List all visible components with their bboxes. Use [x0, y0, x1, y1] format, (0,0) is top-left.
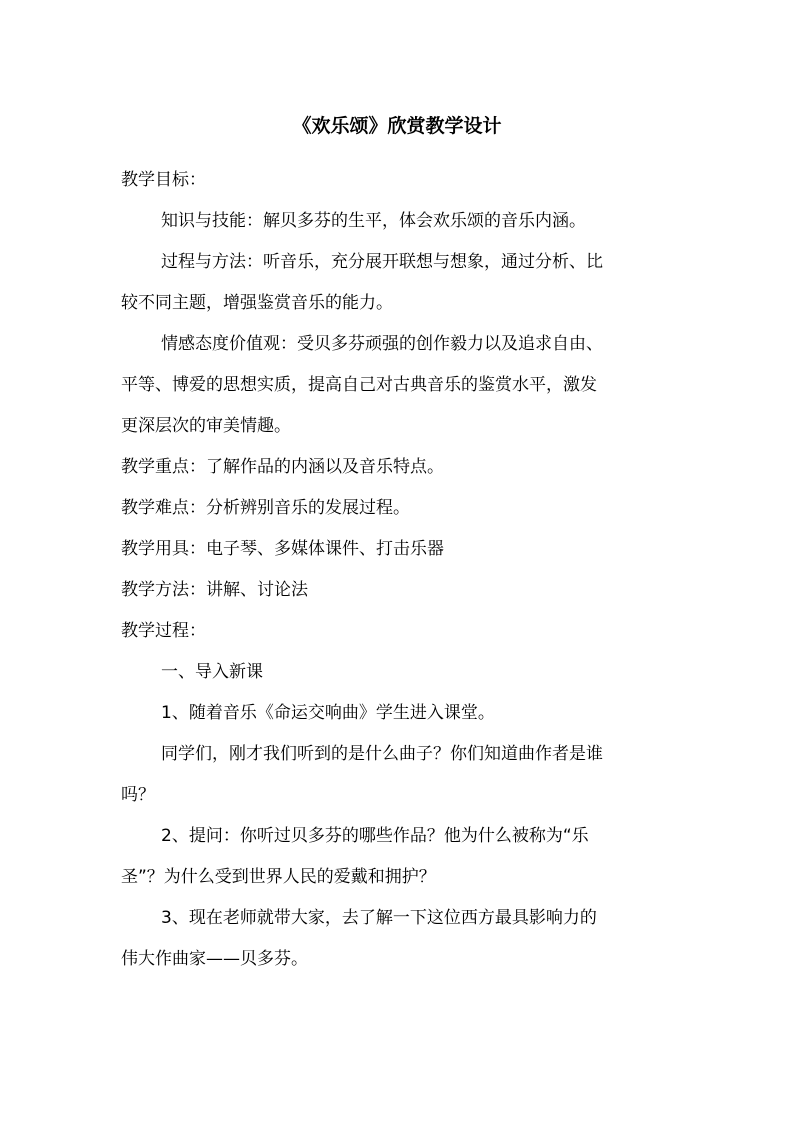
question-line2: 吗？ [121, 785, 155, 805]
item-3-line1: 3、现在老师就带大家，去了解一下这位西方最具影响力的 [161, 908, 597, 928]
process-heading: 教学过程： [121, 621, 206, 641]
objectives-heading: 教学目标： [121, 170, 206, 190]
objective-emotion-line3: 更深层次的审美情趣。 [121, 416, 291, 436]
item-2-line2: 圣”？为什么受到世界人民的爱戴和拥护？ [121, 867, 436, 887]
objective-process-line2: 较不同主题，增强鉴赏音乐的能力。 [121, 293, 393, 313]
teaching-methods: 教学方法：讲解、讨论法 [121, 580, 308, 600]
document-body [121, 160, 681, 980]
objective-process-line1: 过程与方法：听音乐，充分展开联想与想象，通过分析、比 [161, 252, 603, 272]
item-1: 1、随着音乐《命运交响曲》学生进入课堂。 [161, 703, 495, 723]
objective-emotion-line1: 情感态度价值观：受贝多芬顽强的创作毅力以及追求自由、 [161, 334, 603, 354]
difficult-point: 教学难点：分析辨别音乐的发展过程。 [121, 498, 410, 518]
objective-emotion-line2: 平等、博爱的思想实质，提高自己对古典音乐的鉴赏水平，激发 [121, 375, 597, 395]
question-line1: 同学们，刚才我们听到的是什么曲子？你们知道曲作者是谁 [161, 744, 603, 764]
step-one-heading: 一、导入新课 [161, 662, 263, 682]
teaching-tools: 教学用具：电子琴、多媒体课件、打击乐器 [121, 539, 444, 559]
objective-knowledge: 知识与技能：解贝多芬的生平，体会欢乐颂的音乐内涵。 [161, 211, 586, 231]
document-title: 《欢乐颂》欣赏教学设计 [292, 115, 502, 137]
item-2-line1: 2、提问：你听过贝多芬的哪些作品？他为什么被称为“乐 [161, 826, 589, 846]
item-3-line2: 伟大作曲家——贝多芬。 [121, 949, 308, 969]
key-point: 教学重点：了解作品的内涵以及音乐特点。 [121, 457, 444, 477]
